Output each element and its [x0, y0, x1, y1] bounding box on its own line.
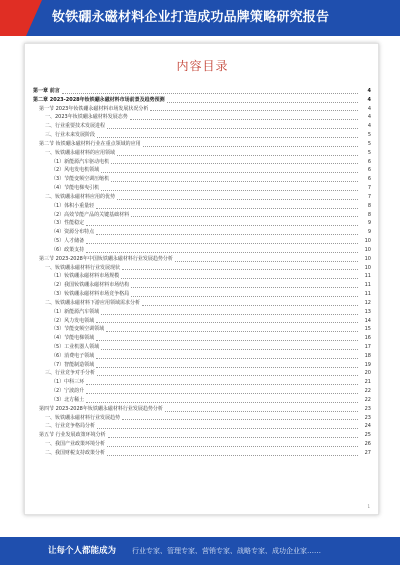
- toc-entry-text: （3）节能变频空调领域: [51, 326, 105, 333]
- toc-entry-text: （3）节能变频空调压缩机: [51, 176, 110, 183]
- toc-entry-text: 一、2023年钕铁硼永磁材料发展态势: [45, 114, 128, 121]
- toc-leader-dots: [107, 446, 358, 447]
- toc-leader-dots: [111, 163, 358, 164]
- toc-entry-page: 8: [367, 211, 371, 218]
- toc-entry-page: 7: [367, 185, 371, 192]
- toc-entry-text: （4）节能电梯曳引机: [51, 185, 100, 192]
- toc-entry[interactable]: [33, 396, 371, 405]
- toc-entry-text: 第三节 2023-2028年中国钕铁硼永磁材料行业发展趋势分析: [39, 255, 173, 262]
- toc-entry-text: 第二章 2023-2028年钕铁硼永磁材料市场前景及趋势预测: [33, 96, 165, 103]
- toc-entry-page: 11: [364, 291, 371, 298]
- toc-leader-dots: [165, 411, 358, 412]
- toc-entry-page: 22: [364, 396, 371, 403]
- table-of-contents: [33, 87, 371, 458]
- toc-entry-text: 二、钕铁硼永磁材料应用的优势: [45, 193, 116, 200]
- toc-leader-dots: [167, 102, 358, 103]
- toc-entry-text: （2）高效节能产品的关键基础材料: [51, 211, 130, 218]
- toc-entry-text: 三、行业未来发展阶段: [45, 132, 96, 139]
- toc-leader-dots: [106, 331, 358, 332]
- toc-entry-page: 7: [367, 193, 371, 200]
- toc-entry-page: 4: [367, 105, 371, 112]
- toc-leader-dots: [111, 181, 358, 182]
- toc-entry[interactable]: [33, 431, 371, 440]
- toc-entry-text: 三、行业竞争对手分析: [45, 370, 96, 377]
- toc-entry-page: 11: [364, 273, 371, 280]
- toc-leader-dots: [108, 437, 358, 438]
- toc-leader-dots: [131, 216, 358, 217]
- toc-leader-dots: [117, 199, 358, 200]
- toc-entry[interactable]: [33, 290, 371, 299]
- toc-leader-dots: [97, 375, 358, 376]
- toc-entry-text: 二、行业竞争格局分析: [45, 423, 96, 430]
- toc-entry-text: 第一节 2023年钕铁硼永磁材料市场发展状况分析: [39, 105, 149, 112]
- toc-entry[interactable]: [33, 317, 371, 326]
- toc-entry-page: 10: [364, 246, 371, 253]
- toc-entry-text: （6）消费电子领域: [51, 352, 95, 359]
- toc-entry[interactable]: [33, 202, 371, 211]
- toc-entry[interactable]: [33, 228, 371, 237]
- toc-entry-text: （3）性能稳定: [51, 220, 85, 227]
- toc-entry[interactable]: [33, 272, 371, 281]
- toc-entry[interactable]: [33, 414, 371, 423]
- toc-entry[interactable]: [33, 122, 371, 131]
- toc-entry-text: （5）工业机器人领域: [51, 344, 100, 350]
- toc-leader-dots: [101, 349, 358, 350]
- toc-entry-page: 9: [367, 220, 371, 227]
- toc-entry-page: 27: [364, 449, 371, 456]
- toc-entry-text: （1）体积小重量轻: [51, 202, 95, 209]
- toc-leader-dots: [96, 340, 358, 341]
- toc-entry[interactable]: [33, 105, 371, 114]
- toc-leader-dots: [86, 384, 358, 385]
- toc-entry-page: 8: [367, 202, 371, 209]
- toc-entry-text: 二、钕铁硼永磁材料下游应用领域需求分析: [45, 299, 141, 306]
- toc-entry[interactable]: [33, 113, 371, 122]
- toc-entry-page: 6: [367, 176, 371, 183]
- toc-entry-page: 19: [364, 361, 371, 368]
- toc-entry[interactable]: [33, 440, 371, 449]
- toc-entry[interactable]: [33, 184, 371, 193]
- toc-leader-dots: [130, 119, 358, 120]
- toc-entry-page: 4: [367, 87, 371, 94]
- toc-entry[interactable]: [33, 158, 371, 167]
- toc-leader-dots: [62, 93, 358, 94]
- toc-entry-page: 4: [367, 123, 371, 130]
- toc-entry-page: 13: [364, 308, 371, 315]
- toc-leader-dots: [131, 287, 358, 288]
- toc-entry[interactable]: [33, 334, 371, 343]
- toc-entry[interactable]: [33, 166, 371, 175]
- toc-entry-text: （4）节能电梯领域: [51, 335, 95, 342]
- toc-entry[interactable]: [33, 246, 371, 255]
- toc-entry-text: （1）中科三环: [51, 379, 85, 386]
- toc-entry-text: （3）钕铁硼永磁材料市场竞争格局: [51, 291, 130, 298]
- toc-entry[interactable]: [33, 422, 371, 431]
- toc-entry-text: 一、钕铁硼永磁材料行业发展趋势: [45, 414, 121, 421]
- report-header: [0, 0, 400, 36]
- toc-entry[interactable]: [33, 361, 371, 370]
- toc-entry-page: 23: [364, 414, 371, 421]
- toc-entry-page: 18: [364, 352, 371, 359]
- toc-entry-text: （1）新能源汽车领域: [51, 308, 100, 315]
- toc-leader-dots: [121, 278, 358, 279]
- toc-leader-dots: [131, 296, 358, 297]
- toc-entry-text: 第五节 行业发展政策环境分析: [39, 432, 106, 439]
- toc-entry-text: （4）资源分布特点: [51, 229, 95, 236]
- toc-entry[interactable]: [33, 140, 371, 149]
- toc-leader-dots: [107, 128, 358, 129]
- toc-entry[interactable]: [33, 281, 371, 290]
- toc-entry[interactable]: [33, 387, 371, 396]
- footer-slogan: 让每个人都能成为: [48, 546, 117, 556]
- toc-entry[interactable]: [33, 449, 371, 458]
- toc-entry-text: （1）新能源汽车驱动电机: [51, 158, 110, 165]
- toc-entry-page: 5: [367, 149, 371, 156]
- toc-leader-dots: [96, 358, 358, 359]
- toc-entry-page: 26: [364, 441, 371, 448]
- toc-entry-page: 5: [367, 140, 371, 147]
- page-number: 1: [367, 504, 370, 509]
- toc-entry[interactable]: [33, 370, 371, 379]
- toc-entry-page: 23: [364, 405, 371, 412]
- toc-entry-text: （1）钕铁硼永磁材料市场规模: [51, 273, 120, 280]
- toc-entry-text: （2）宁波韵升: [51, 388, 85, 395]
- toc-entry-page: 5: [367, 132, 371, 139]
- toc-entry[interactable]: [33, 211, 371, 220]
- toc-entry-page: 15: [364, 326, 371, 333]
- toc-entry-page: 20: [364, 370, 371, 377]
- toc-leader-dots: [101, 190, 358, 191]
- toc-entry-text: （7）智能制造领域: [51, 361, 95, 368]
- toc-entry[interactable]: [33, 325, 371, 334]
- toc-leader-dots: [86, 225, 358, 226]
- toc-entry-text: 二、我国财税支持政策分析: [45, 449, 106, 456]
- toc-leader-dots: [107, 455, 358, 456]
- toc-entry-text: （2）我国钕铁硼永磁材料市场结构: [51, 282, 130, 289]
- toc-entry[interactable]: [33, 193, 371, 202]
- toc-leader-dots: [96, 367, 358, 368]
- toc-entry[interactable]: [33, 343, 371, 352]
- footer-tags: 行业专家、管理专家、营销专家、战略专家、成功企业家……: [132, 547, 321, 555]
- toc-entry-text: 一、钕铁硼永磁材料行业发展现状: [45, 264, 121, 271]
- toc-leader-dots: [97, 428, 358, 429]
- toc-entry[interactable]: [33, 264, 371, 273]
- toc-entry[interactable]: [33, 237, 371, 246]
- toc-entry-text: （2）风力发电领域: [51, 317, 95, 324]
- toc-entry-page: 14: [364, 317, 371, 324]
- toc-entry-text: （6）政策支持: [51, 246, 85, 253]
- toc-leader-dots: [86, 252, 358, 253]
- toc-entry[interactable]: [33, 96, 371, 105]
- toc-entry-page: 10: [364, 264, 371, 271]
- toc-leader-dots: [97, 137, 358, 138]
- toc-leader-dots: [175, 261, 358, 262]
- toc-entry-page: 12: [364, 299, 371, 306]
- toc-entry[interactable]: [33, 299, 371, 308]
- toc-entry-page: 24: [364, 423, 371, 430]
- toc-entry[interactable]: [33, 352, 371, 361]
- toc-entry-text: 第四节 2023-2028年钕铁硼永磁材料行业发展趋势分析: [39, 405, 163, 412]
- toc-entry-page: 9: [367, 229, 371, 236]
- toc-leader-dots: [86, 243, 358, 244]
- document-page[interactable]: [24, 43, 379, 515]
- toc-entry-page: 6: [367, 158, 371, 165]
- toc-entry[interactable]: [33, 308, 371, 317]
- toc-entry[interactable]: [33, 378, 371, 387]
- toc-entry[interactable]: [33, 175, 371, 184]
- report-footer: [0, 537, 400, 565]
- toc-entry-page: 21: [364, 379, 371, 386]
- toc-leader-dots: [96, 208, 358, 209]
- toc-entry[interactable]: [33, 219, 371, 228]
- toc-entry-page: 16: [364, 335, 371, 342]
- toc-leader-dots: [101, 314, 358, 315]
- toc-entry-page: 17: [364, 344, 371, 350]
- toc-entry-page: 4: [367, 114, 371, 121]
- toc-entry-page: 6: [367, 167, 371, 174]
- toc-leader-dots: [122, 419, 358, 420]
- toc-entry-text: （5）人才储备: [51, 238, 85, 245]
- toc-entry-text: 一、钕铁硼永磁材料的应用领域: [45, 149, 116, 156]
- toc-entry[interactable]: [33, 405, 371, 414]
- toc-entry[interactable]: [33, 255, 371, 264]
- toc-entry[interactable]: [33, 149, 371, 158]
- toc-entry-page: 25: [364, 432, 371, 439]
- toc-entry-page: 4: [367, 96, 371, 103]
- toc-leader-dots: [122, 269, 358, 270]
- toc-entry-text: 第二节 钕铁硼永磁材料行业在重点领域的应用: [39, 140, 141, 147]
- toc-entry-text: 二、行业重要技术发展进程: [45, 123, 106, 130]
- toc-leader-dots: [142, 305, 358, 306]
- toc-leader-dots: [86, 393, 358, 394]
- header-accent-shape: [0, 0, 42, 36]
- toc-heading: 内容目录: [176, 59, 229, 73]
- toc-entry-page: 22: [364, 388, 371, 395]
- toc-leader-dots: [143, 146, 358, 147]
- toc-leader-dots: [150, 110, 358, 111]
- toc-leader-dots: [96, 234, 358, 235]
- toc-entry-text: 第一章 前言: [33, 87, 60, 94]
- toc-entry-text: （3）北方稀土: [51, 396, 85, 403]
- toc-entry[interactable]: [33, 131, 371, 140]
- report-title: 钕铁硼永磁材料企业打造成功品牌策略研究报告: [52, 10, 330, 25]
- toc-leader-dots: [96, 322, 358, 323]
- toc-entry-page: 10: [364, 238, 371, 245]
- toc-leader-dots: [86, 402, 358, 403]
- toc-leader-dots: [101, 172, 358, 173]
- toc-leader-dots: [117, 155, 358, 156]
- toc-entry[interactable]: [33, 87, 371, 96]
- toc-entry-page: 11: [364, 282, 371, 289]
- toc-entry-text: （2）风电发电机领域: [51, 167, 100, 174]
- toc-entry-text: 一、我国产业政策环境分析: [45, 441, 106, 448]
- toc-entry-page: 10: [364, 255, 371, 262]
